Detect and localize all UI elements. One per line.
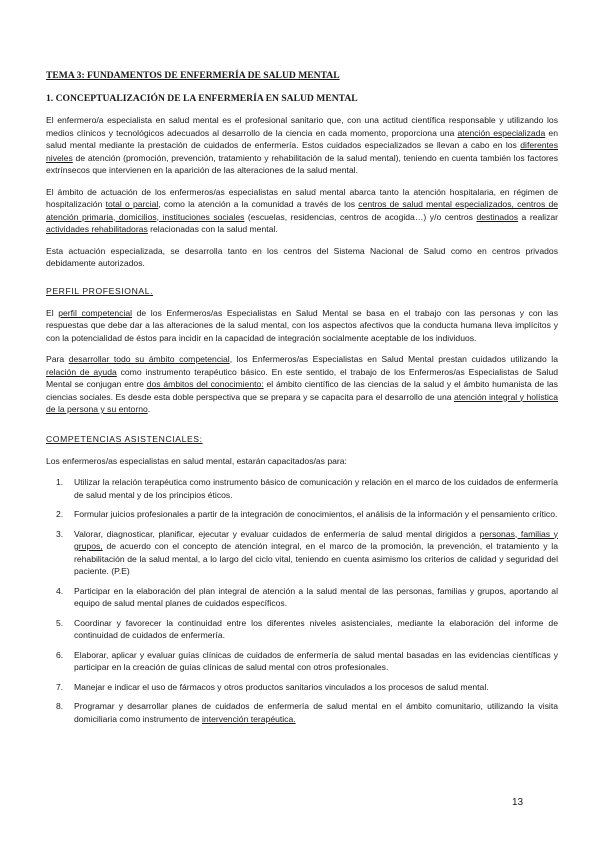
list-item-text [74, 476, 558, 501]
list-number: 4. [56, 585, 64, 596]
list-item [46, 585, 558, 610]
underlined-text: personas, familias y grupos, [74, 528, 558, 551]
underlined-text: total o parcial [105, 199, 159, 209]
list-item-text [74, 649, 558, 674]
text-run: El [46, 307, 59, 318]
list-number: 1. [56, 477, 64, 487]
list-number: 5. [56, 617, 64, 628]
competencias-intro: Los enfermeros/as especialistas en salud mental, estarán capacitados/as para: [46, 455, 347, 466]
text-run: de acuerdo con el concepto de atención integral, en el marco de la promoción, la prevención, el tratamiento y la rehabilitación de la salud mental, a lo largo del ciclo vital, teniendo en cuenta asimismo los criterios de calidad y seguridad del paciente. (P.E) [74, 541, 558, 576]
section-heading: 1. CONCEPTUALIZACIÓN DE LA ENFERMERÍA EN SALUD MENTAL [46, 93, 358, 104]
text-run: Para [46, 354, 69, 364]
page-number: 13 [512, 797, 524, 808]
text-run: Utilizar la relación terapéutica como instrumento básico de comunicación y relación en el marco de los cuidados de enfermería de salud mental y de los principios éticos. [74, 477, 558, 500]
list-number: 6. [56, 649, 64, 660]
text-run: El enfermero/a especialista en salud mental es el profesional sanitario que, con una actitud científica responsable y utilizando los medios clínicos y tecnológicos adecuados al desarrollo de la ciencia en cada momento, proporciona una [46, 115, 558, 138]
list-item [46, 681, 558, 694]
list-item [46, 476, 558, 501]
text-run: de los Enfermeros/as Especialistas en Salud Mental se basa en el trabajo con las personas y con las respuestas que debe dar a las alteraciones de la salud mental, con los aspectos afectivos que la conducta humana lleva implícitos y con la potencialidad de éstos para incidir en la capacidad de integración socialmente aceptable de los individuos. [46, 307, 558, 343]
list-number: 7. [56, 681, 64, 692]
underlined-text: destinados [476, 211, 519, 222]
underlined-text: diferentes niveles [46, 140, 558, 163]
list-item [46, 508, 558, 521]
text-run: Programar y desarrollar planes de cuidados de enfermería de salud mental en el ámbito comunitario, utilizando la visita domiciliaria como instrumento de [74, 701, 558, 724]
list-item-text [74, 528, 558, 578]
list-number: 2. [56, 509, 64, 519]
list-item-text [74, 617, 558, 642]
competencias-title: COMPETENCIAS ASISTENCIALES: [46, 433, 203, 444]
text-run: a realizar [518, 211, 559, 222]
text-run: , los Enfermeros/as Especialistas en Salud Mental prestan cuidados utilizando la [229, 354, 558, 364]
topic-heading: TEMA 3: FUNDAMENTOS DE ENFERMERÍA DE SALUD MENTAL [46, 70, 340, 81]
text-run: relacionadas con la salud mental. [147, 224, 278, 234]
list-item-text [74, 585, 558, 610]
text-run: Formular juicios profesionales a partir de la integración de conocimientos, el análisis de la información y el pensamiento crítico. [74, 509, 558, 519]
list-number: 8. [56, 701, 64, 711]
underlined-text: perfil competencial [58, 307, 133, 318]
list-item-text [74, 508, 558, 521]
text-run: el ámbito científico de las ciencias de la salud y el ámbito humanista de las ciencias sociales. Es desde esta doble perspectiva que se prepara y se capacita para el desarrollo de una [46, 379, 558, 402]
paragraph-2 [46, 186, 558, 236]
text-run: Coordinar y favorecer la continuidad entre los diferentes niveles asistenciales, mediante la elaboración del informe de continuidad de cuidados de enfermería. [74, 617, 558, 640]
underlined-text: dos ámbitos del conocimiento: [146, 379, 264, 389]
underlined-text: atención especializada [457, 127, 546, 138]
list-number: 3. [56, 528, 64, 539]
text-run: . [147, 404, 151, 414]
perfil-paragraph-1 [46, 307, 558, 345]
list-item [46, 649, 558, 674]
underlined-text: actividades rehabilitadoras [46, 224, 148, 234]
underlined-text: relación de ayuda [46, 366, 117, 377]
list-item [46, 528, 558, 578]
text-run: Elaborar, aplicar y evaluar guías clínicas de cuidados de enfermería de salud mental basadas en las evidencias científicas y participar en la creación de guías clínicas de salud mental con otros profesionales. [74, 649, 558, 672]
text-run: en salud mental mediante la prestación de cuidados de enfermería. Estos cuidados especializados se llevan a cabo en los [46, 127, 558, 150]
underlined-text: intervención terapéutica. [202, 713, 296, 724]
list-item [46, 617, 558, 642]
text-run: Valorar, diagnosticar, planificar, ejecutar y evaluar cuidados de enfermería de salud mental dirigidos a [74, 528, 480, 539]
text-run: de atención (promoción, prevención, tratamiento y rehabilitación de la salud mental), teniendo en cuenta también los factores extrínsecos que intervienen en la aparición de las alteraciones de la salud mental. [46, 152, 558, 175]
list-item-text [74, 700, 558, 725]
competencias-list [46, 476, 558, 725]
underlined-text: desarrollar todo su ámbito competencial [68, 354, 230, 364]
paragraph-3: Esta actuación especializada, se desarrolla tanto en los centros del Sistema Nacional de Salud como en centros privados debidamente autorizados. [46, 245, 558, 268]
text-run: , como la atención a la comunidad a través de los [158, 199, 359, 209]
underlined-text: atención integral y holística de la persona y su entorno [46, 391, 559, 414]
text-run: Participar en la elaboración del plan integral de atención a la salud mental de las personas, familias y grupos, aportando al equipo de salud mental planes de cuidados específicos. [74, 585, 558, 608]
underlined-text: centros de salud mental especializados, centros de atención primaria, domicilios, instituciones sociales [46, 199, 559, 222]
text-run: El ámbito de actuación de los enfermeros/as especialistas en salud mental abarca tanto la atención hospitalaria, en régimen de hospitalización [46, 186, 558, 209]
paragraph-1 [46, 114, 558, 177]
text-run: Manejar e indicar el uso de fármacos y otros productos sanitarios vinculados a los procesos de salud mental. [74, 681, 489, 692]
text-run: (escuelas, residencias, centros de acogida…) y/o centros [244, 211, 477, 222]
perfil-paragraph-2 [46, 353, 558, 416]
list-item [46, 700, 558, 725]
list-item-text [74, 681, 558, 694]
text-run: como instrumento terapéutico básico. En este sentido, el trabajo de los Enfermeros/as Especialistas de Salud Mental se conjugan entre [46, 366, 559, 389]
perfil-title: PERFIL PROFESIONAL. [46, 285, 154, 296]
